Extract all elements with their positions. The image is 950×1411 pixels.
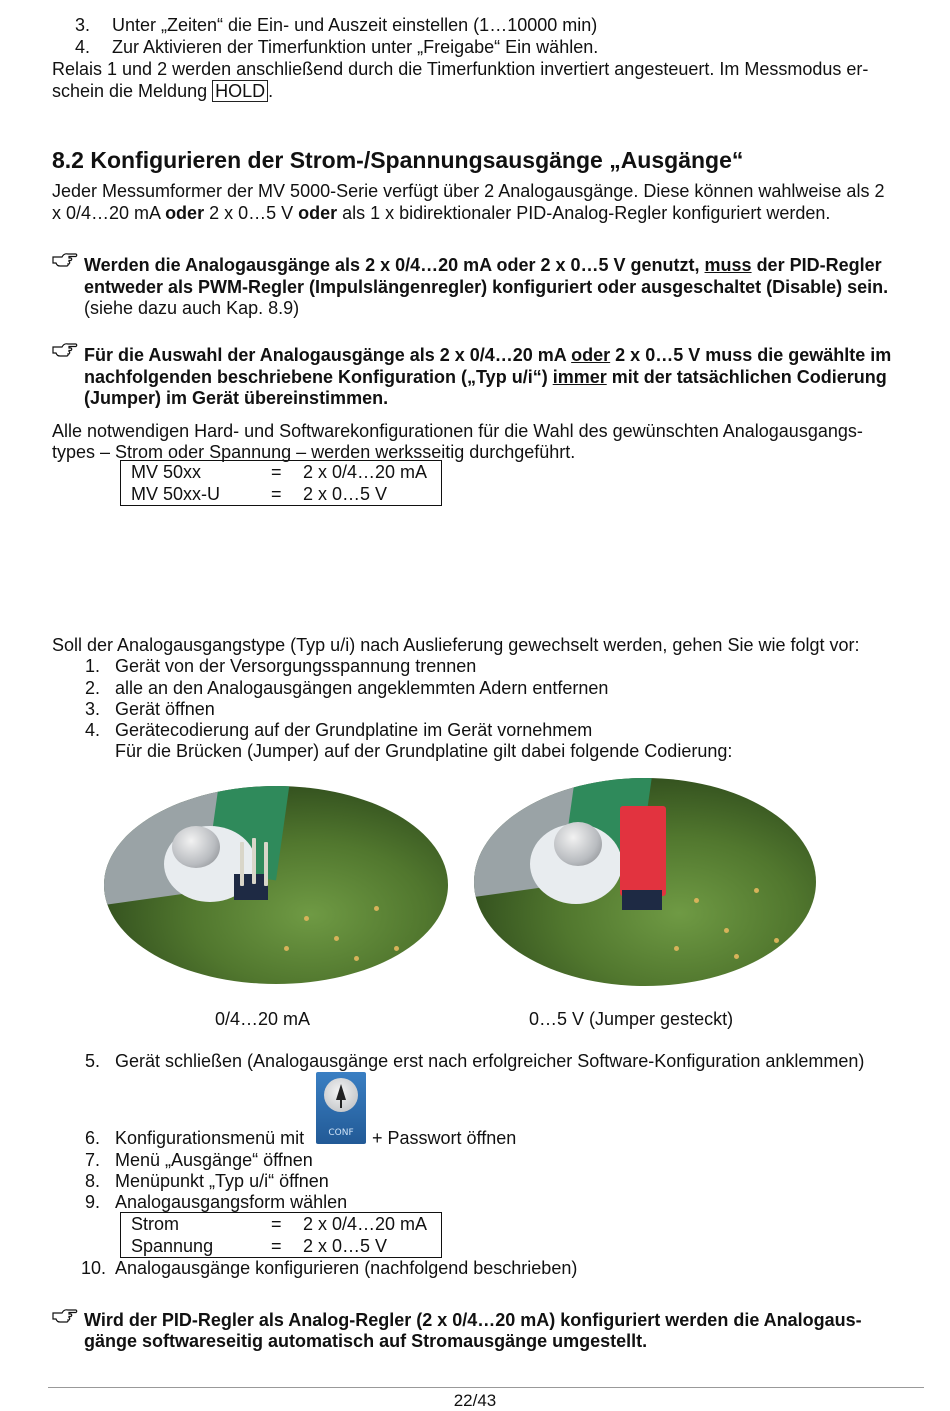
note3-line1: Wird der PID-Regler als Analog-Regler (2 x 0/4…20 mA) konfiguriert werden die Analogaus-: [84, 1310, 862, 1330]
text-fragment: als 1 x bidirektionaler PID-Analog-Regler konfiguriert werden.: [337, 203, 831, 223]
solder-point: [304, 916, 309, 921]
table-row: [131, 1213, 428, 1235]
list-number: 5.: [84, 1051, 100, 1071]
table-cell: 2 x 0/4…20 mA: [303, 462, 428, 482]
header-pin: [264, 842, 268, 886]
solder-point: [724, 928, 729, 933]
list-number: 3.: [84, 699, 100, 719]
list-number: 10.: [80, 1258, 106, 1278]
conf-label: CONF: [328, 1128, 354, 1138]
text-fragment: nachfolgenden beschriebene Konfiguration („Typ u/i“): [84, 367, 553, 387]
list-text: Unter „Zeiten“ die Ein- und Auszeit einstellen (1…10000 min): [112, 15, 598, 35]
solder-point: [774, 938, 779, 943]
list-text: alle an den Analogausgängen angeklemmten Adern entfernen: [115, 678, 609, 698]
note1-line1: [84, 254, 882, 276]
output-form-table: [120, 1212, 442, 1258]
table-cell: 2 x 0…5 V: [303, 484, 388, 504]
list-number: 2.: [84, 678, 100, 698]
alle-paragraph-line2: types – Strom oder Spannung – werden werksseitig durchgeführt.: [52, 442, 576, 462]
relais-paragraph-line1: Relais 1 und 2 werden anschließend durch die Timerfunktion invertiert angesteuert. Im Messmodus er-: [52, 59, 869, 79]
text-fragment: 2 x 0…5 V: [204, 203, 299, 223]
pointing-hand-icon: [52, 250, 78, 268]
step4-subtext: Für die Brücken (Jumper) auf der Grundplatine gilt dabei folgende Codierung:: [115, 741, 733, 761]
battery-cell: [172, 826, 220, 868]
list-text: Analogausgänge konfigurieren (nachfolgend beschrieben): [115, 1258, 578, 1278]
list-text: Gerät schließen (Analogausgänge erst nach erfolgreicher Software-Konfiguration anklemmen): [115, 1051, 865, 1071]
list-text: Gerät von der Versorgungsspannung trennen: [115, 656, 477, 676]
text-fragment: .: [268, 81, 274, 101]
solder-point: [394, 946, 399, 951]
red-jumper: [620, 806, 666, 896]
table-cell: MV 50xx: [131, 462, 202, 482]
intro-line2: [52, 202, 830, 224]
list-text: Gerätecodierung auf der Grundplatine im Gerät vornehmem: [115, 720, 593, 740]
list-text: Menü „Ausgänge“ öffnen: [115, 1150, 313, 1170]
list-number: 8.: [84, 1171, 100, 1191]
list-text: Menüpunkt „Typ u/i“ öffnen: [115, 1171, 329, 1191]
jumper-set-photo: [474, 778, 816, 986]
text-fragment: Werden die Analogausgänge als 2 x 0/4…20 mA oder 2 x 0…5 V genutzt,: [84, 255, 705, 275]
solder-point: [694, 898, 699, 903]
right-photo-caption: 0…5 V (Jumper gesteckt): [529, 1009, 734, 1029]
note3-line2: gänge softwareseitig automatisch auf Stromausgänge umgestellt.: [84, 1331, 648, 1351]
table-cell: =: [271, 462, 282, 482]
table-cell: MV 50xx-U: [131, 484, 221, 504]
table-cell: =: [271, 1236, 282, 1256]
solder-point: [734, 954, 739, 959]
jumper-header: [622, 890, 662, 910]
pointing-hand-icon: [52, 340, 78, 358]
table-row: [131, 1235, 388, 1257]
text-fragment: der PID-Regler: [751, 255, 882, 275]
list-text: + Passwort öffnen: [372, 1128, 517, 1148]
conf-button-image: [316, 1072, 366, 1144]
solder-point: [674, 946, 679, 951]
table-row: [131, 483, 388, 505]
text-fragment: Für die Auswahl der Analogausgänge als 2 x 0/4…20 mA: [84, 345, 572, 365]
arrow-stem: [340, 1098, 342, 1108]
page-number: 22/43: [453, 1391, 497, 1410]
emphasis: oder: [165, 203, 205, 223]
header-pin: [252, 838, 256, 884]
note2-line2: [84, 366, 887, 388]
emphasis: oder: [571, 345, 611, 365]
battery-cell: [554, 822, 602, 866]
solder-point: [284, 946, 289, 951]
table-cell: =: [271, 1214, 282, 1234]
list-text: Zur Aktivieren der Timerfunktion unter „Freigabe“ Ein wählen.: [112, 37, 599, 57]
hold-badge: HOLD: [212, 80, 268, 102]
table-cell: Spannung: [131, 1236, 214, 1256]
note2-line3: (Jumper) im Gerät übereinstimmen.: [84, 388, 389, 408]
list-number: 4.: [84, 720, 100, 740]
text-fragment: x 0/4…20 mA: [52, 203, 166, 223]
list-number: 9.: [84, 1192, 100, 1212]
list-number: 3.: [74, 15, 90, 35]
text-fragment: schein die Meldung: [52, 81, 213, 101]
alle-paragraph-line1: Alle notwendigen Hard- und Softwarekonfigurationen für die Wahl des gewünschten Analogausgangs-: [52, 421, 863, 441]
solder-point: [374, 906, 379, 911]
solder-point: [334, 936, 339, 941]
left-photo-caption: 0/4…20 mA: [215, 1009, 311, 1029]
solder-point: [754, 888, 759, 893]
list-text: Konfigurationsmenü mit: [115, 1128, 305, 1148]
text-fragment: 2 x 0…5 V muss die gewählte im: [610, 345, 892, 365]
list-text: Gerät öffnen: [115, 699, 215, 719]
footer-divider: [48, 1387, 924, 1388]
section-heading: 8.2 Konfigurieren der Strom-/Spannungsausgänge „Ausgänge“: [52, 147, 744, 173]
emphasis: oder: [298, 203, 338, 223]
table-cell: 2 x 0…5 V: [303, 1236, 388, 1256]
soll-paragraph: Soll der Analogausgangstype (Typ u/i) nach Auslieferung gewechselt werden, gehen Sie wie folgt vor:: [52, 635, 860, 655]
table-cell: 2 x 0/4…20 mA: [303, 1214, 428, 1234]
relais-paragraph-line2: [52, 80, 273, 102]
text-fragment: mit der tatsächlichen Codierung: [606, 367, 887, 387]
intro-line1: Jeder Messumformer der MV 5000-Serie verfügt über 2 Analogausgänge. Diese können wahlweise als 2: [52, 181, 885, 201]
pointing-hand-icon: [52, 1306, 78, 1324]
solder-point: [354, 956, 359, 961]
list-number: 7.: [84, 1150, 100, 1170]
list-number: 6.: [84, 1128, 100, 1148]
table-row: [131, 461, 428, 483]
list-number: 1.: [84, 656, 100, 676]
table-cell: =: [271, 484, 282, 504]
list-number: 4.: [74, 37, 90, 57]
table-cell: Strom: [131, 1214, 180, 1234]
list-text: Analogausgangsform wählen: [115, 1192, 348, 1212]
note1-line2: entweder als PWM-Regler (Impulslängenregler) konfiguriert oder ausgeschaltet (Disable) sein.: [84, 277, 889, 297]
jumper-open-photo: [104, 786, 448, 984]
note1-line3: (siehe dazu auch Kap. 8.9): [84, 298, 300, 318]
model-table: [120, 460, 442, 506]
note2-line1: [84, 344, 891, 366]
emphasis: immer: [552, 367, 607, 387]
emphasis: muss: [704, 255, 752, 275]
header-pin: [240, 842, 244, 886]
